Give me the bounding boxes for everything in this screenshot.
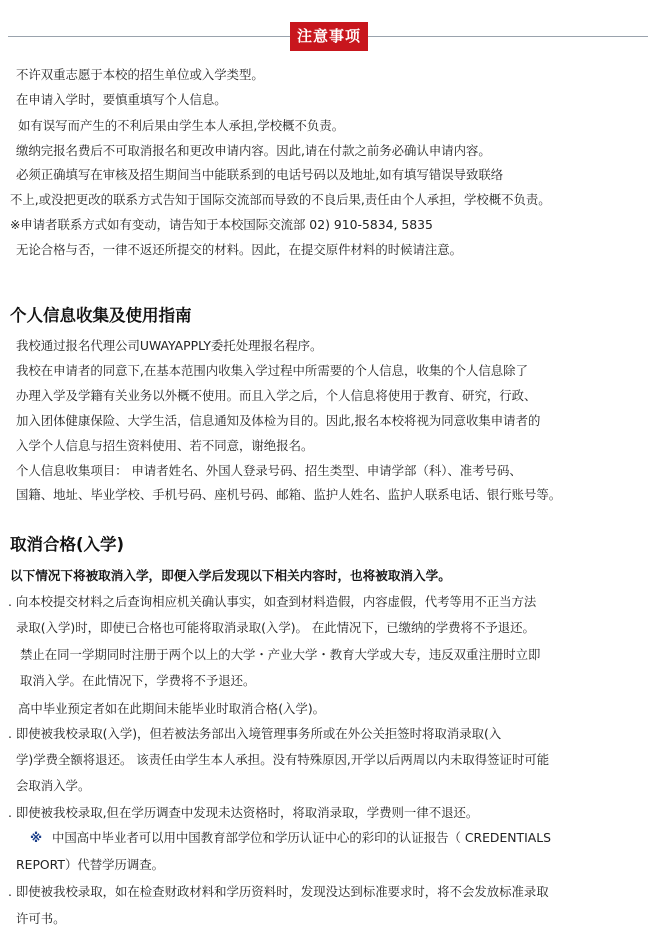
cancel-line: . 即使被我校录取(入学)，但若被法务部出入境管理事务所或在外公关拒签时将取消录取(入 <box>8 726 502 741</box>
notice-line: 无论合格与否，一律不返还所提交的材料。因此，在提交原件材料的时候请注意。 <box>16 242 463 257</box>
privacy-line: 我校在申请者的同意下,在基本范围内收集入学过程中所需要的个人信息，收集的个人信息除了 <box>16 363 528 378</box>
cancel-line: 高中毕业预定者如在此期间未能毕业时取消合格(入学)。 <box>18 701 326 716</box>
privacy-line: 办理入学及学籍有关业务以外概不使用。而且入学之后，个人信息将使用于教育、研究，行政、 <box>16 388 537 403</box>
cancel-line: 中国高中毕业者可以用中国教育部学位和学历认证中心的彩印的认证报告（ CREDENTIALS <box>52 830 552 845</box>
privacy-line: 个人信息收集项目： 申请者姓名、外国人登录号码、招生类型、申请学部（科）、准考号码、 <box>16 463 522 478</box>
cancel-line: 禁止在同一学期同时注册于两个以上的大学・产业大学・教育大学或大专，违反双重注册时立即 <box>20 647 541 662</box>
notice-line: 不上,或没把更改的联系方式告知于国际交流部而导致的不良后果,责任由个人承担，学校概不负责。 <box>10 192 551 207</box>
privacy-title: 个人信息收集及使用指南 <box>10 306 192 325</box>
notice-line: ※申请者联系方式如有变动，请告知于本校国际交流部 02) 910-5834, 5835 <box>10 217 433 232</box>
notice-line: 如有误写而产生的不利后果由学生本人承担,学校概不负责。 <box>18 118 345 133</box>
privacy-line: 我校通过报名代理公司UWAYAPPLY委托处理报名程序。 <box>16 338 323 353</box>
notice-line: 缴纳完报名费后不可取消报名和更改申请内容。因此,请在付款之前务必确认申请内容。 <box>16 143 491 158</box>
cancel-title: 取消合格(入学) <box>10 535 125 554</box>
cancel-line: 学)学费全额将退还。 该责任由学生本人承担。没有特殊原因,开学以后两周以内未取得签证时可能 <box>16 752 550 767</box>
cancel-line: 录取(入学)时，即使已合格也可能将取消录取(入学)。 在此情况下，已缴纳的学费将不予退还。 <box>16 620 535 635</box>
reference-mark-icon: ※ <box>30 830 43 845</box>
cancel-line: 许可书。 <box>16 911 66 926</box>
cancel-line: . 向本校提交材料之后查询相应机关确认事实，如查到材料造假，内容虚假，代考等用不正当方法 <box>8 594 537 609</box>
cancel-line: 会取消入学。 <box>16 778 91 793</box>
privacy-line: 加入团体健康保险、大学生活，信息通知及体检为目的。因此,报名本校将视为同意收集申请者的 <box>16 413 541 428</box>
cancel-line: . 即使被我校录取,但在学历调查中发现未达资格时，将取消录取，学费则一律不退还。 <box>8 805 479 820</box>
privacy-line: 入学个人信息与招生资料使用、若不同意，谢绝报名。 <box>16 438 314 453</box>
notice-line: 必须正确填写在审核及招生期间当中能联系到的电话号码以及地址,如有填写错误导致联络 <box>16 167 504 182</box>
cancel-line: . 即使被我校录取，如在检查财政材料和学历资料时，发现没达到标准要求时，将不会发放标准录取 <box>8 884 549 899</box>
cancel-line: 取消入学。在此情况下，学费将不予退还。 <box>20 673 256 688</box>
privacy-line: 国籍、地址、毕业学校、手机号码、座机号码、邮箱、监护人姓名、监护人联系电话、银行账号等。 <box>16 487 562 502</box>
cancel-lead: 以下情况下将被取消入学，即便入学后发现以下相关内容时，也将被取消入学。 <box>10 568 451 583</box>
notice-line: 在申请入学时，要慎重填写个人信息。 <box>16 92 227 107</box>
page-title: 注意事项 <box>290 22 368 51</box>
notice-line: 不许双重志愿于本校的招生单位或入学类型。 <box>16 67 264 82</box>
cancel-line: REPORT）代替学历调查。 <box>16 857 165 872</box>
